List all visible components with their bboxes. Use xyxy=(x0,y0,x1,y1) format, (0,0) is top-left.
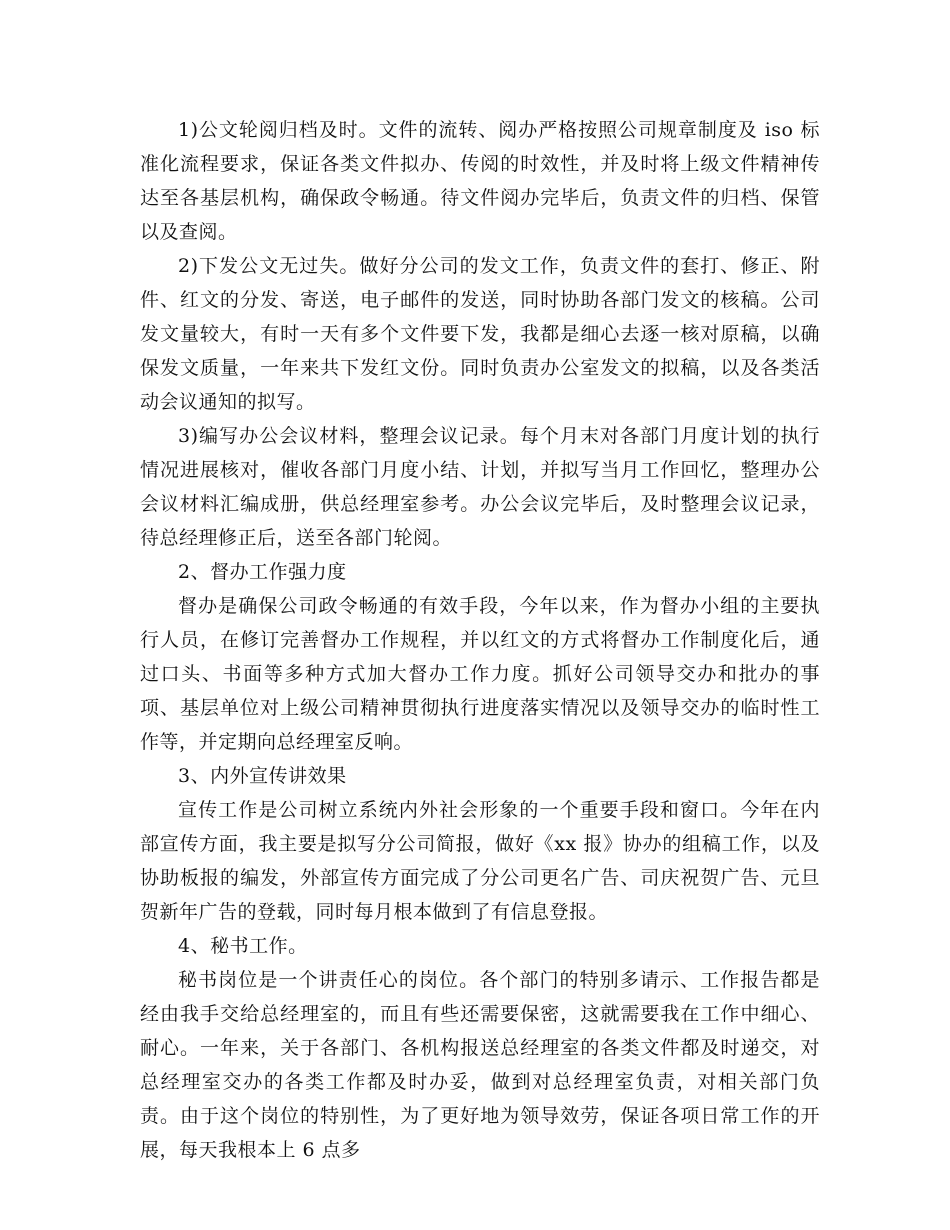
document-body xyxy=(140,113,820,1167)
section-heading-secretary: 4、秘书工作。 xyxy=(178,935,308,957)
paragraph-meeting-materials: 3)编写办公会议材料，整理会议记录。每个月末对各部门月度计划的执行情况进展核对，催收各部门月度小结、计划，并拟写当月工作回忆，整理办公会议材料汇编成册，供总经理室参考。办公会议完毕后，及时整理会议记录，待总经理修正后，送至各部门轮阅。 xyxy=(140,425,820,549)
paragraph-secretary-work: 秘书岗位是一个讲责任心的岗位。各个部门的特别多请示、工作报告都是经由我手交给总经理室的，而且有些还需要保密，这就需要我在工作中细心、耐心。一年来，关于各部门、各机构报送总经理室的各类文件都及时递交，对总经理室交办的各类工作都及时办妥，做到对总经理室负责，对相关部门负责。由于这个岗位的特别性，为了更好地为领导效劳，保证各项日常工作的开展，每天我根本上 6 点多 xyxy=(140,969,820,1161)
paragraph-official-documents-archiving: 1)公文轮阅归档及时。文件的流转、阅办严格按照公司规章制度及 iso 标准化流程要求，保证各类文件拟办、传阅的时效性，并及时将上级文件精神传达至各基层机构，确保政令畅通。待文件阅办完毕后，负责文件的归档、保管以及查阅。 xyxy=(140,119,820,243)
paragraph-publicity: 宣传工作是公司树立系统内外社会形象的一个重要手段和窗口。今年在内部宣传方面，我主要是拟写分公司简报，做好《xx 报》协办的组稿工作，以及协助板报的编发，外部宣传方面完成了分公司更名广告、司庆祝贺广告、元旦贺新年广告的登载，同时每月根本做到了有信息登报。 xyxy=(140,799,820,923)
paragraph-supervision: 督办是确保公司政令畅通的有效手段，今年以来，作为督办小组的主要执行人员，在修订完善督办工作规程，并以红文的方式将督办工作制度化后，通过口头、书面等多种方式加大督办工作力度。抓好公司领导交办和批办的事项、基层单位对上级公司精神贯彻执行进度落实情况以及领导交办的临时性工作等，并定期向总经理室反响。 xyxy=(140,595,820,753)
section-heading-supervision: 2、督办工作强力度 xyxy=(178,561,347,583)
section-heading-publicity: 3、内外宣传讲效果 xyxy=(178,765,347,787)
paragraph-document-issuing: 2)下发公文无过失。做好分公司的发文工作，负责文件的套打、修正、附件、红文的分发、寄送，电子邮件的发送，同时协助各部门发文的核稿。公司发文量较大，有时一天有多个文件要下发，我都是细心去逐一核对原稿，以确保发文质量，一年来共下发红文份。同时负责办公室发文的拟稿，以及各类活动会议通知的拟写。 xyxy=(140,255,820,413)
